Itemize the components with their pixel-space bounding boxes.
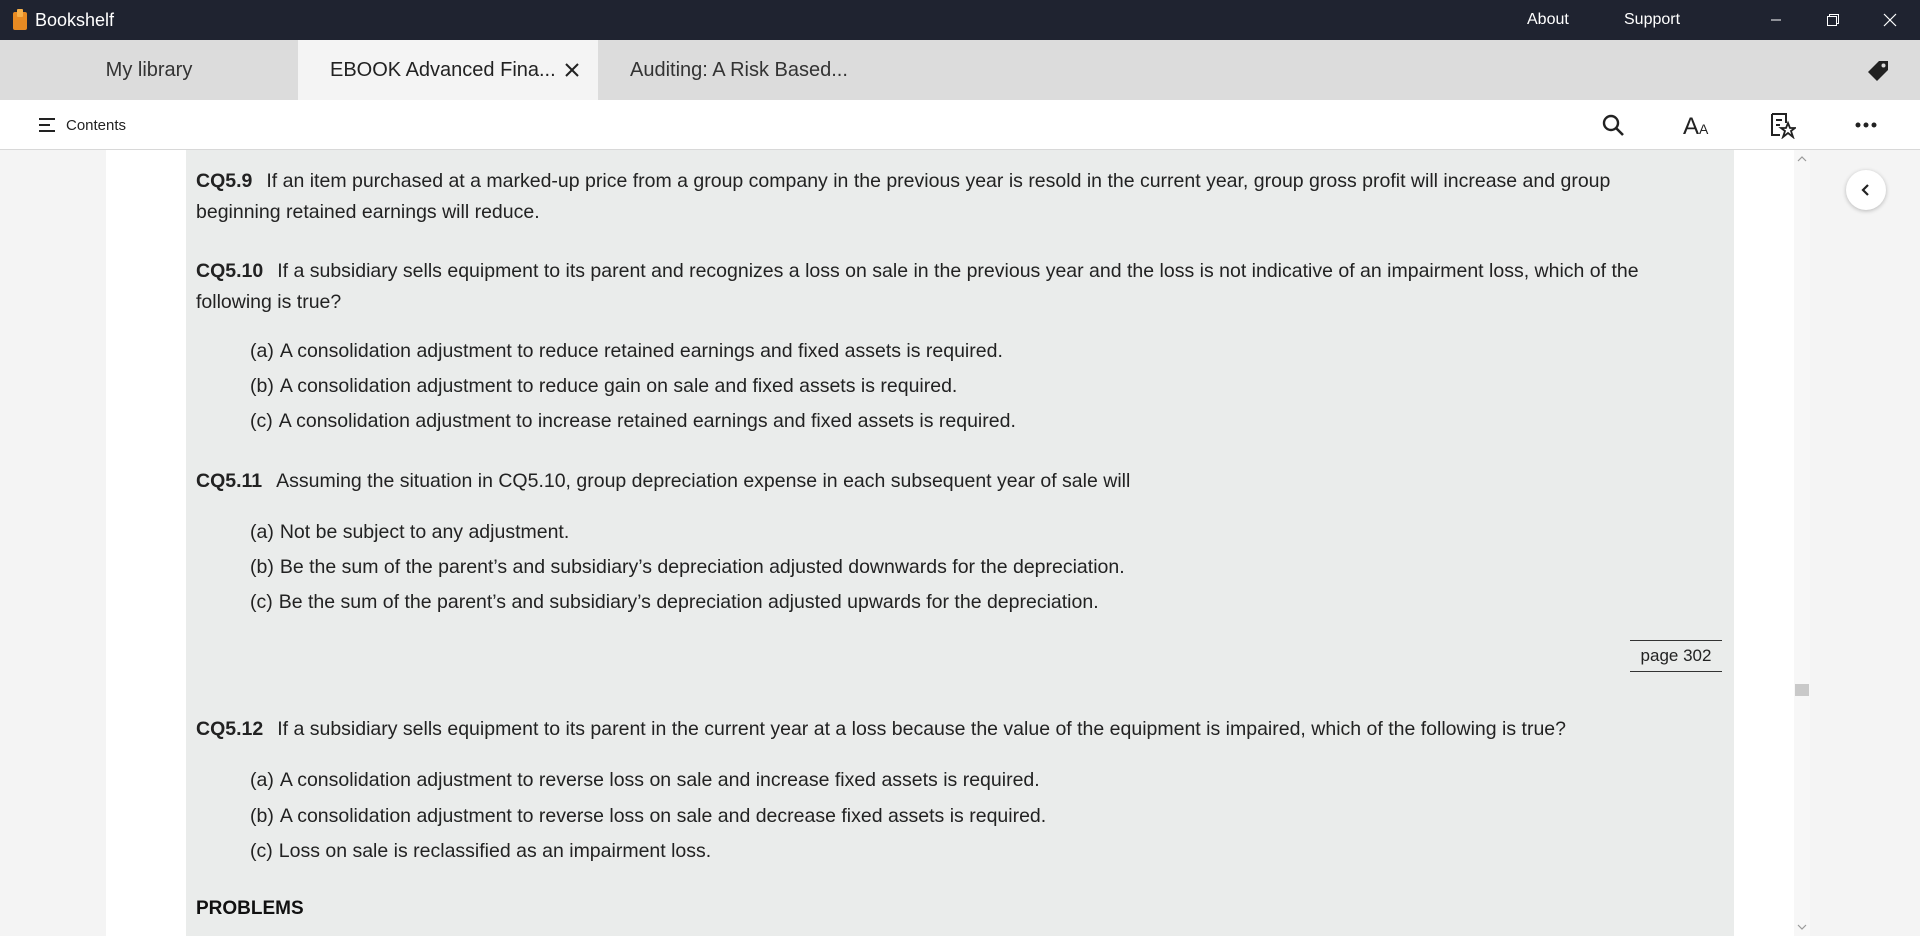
option-a [250, 340, 1003, 363]
question-id: CQ5.11 [196, 470, 263, 492]
scroll-thumb[interactable] [1795, 684, 1809, 696]
restore-icon [1826, 13, 1840, 27]
tag-icon[interactable] [1864, 57, 1892, 85]
reader-area [0, 150, 1920, 936]
option-text: A consolidation adjustment to reverse loss on sale and increase fixed assets is required. [279, 769, 1040, 791]
question-cq5-11 [196, 466, 1696, 497]
question-cq5-9 [196, 166, 1696, 228]
svg-text:A: A [1699, 121, 1709, 137]
option-b [250, 805, 1046, 828]
scroll-down-icon[interactable] [1797, 922, 1807, 932]
minimize-button[interactable] [1748, 0, 1804, 40]
question-text: If an item purchased at a marked-up price from a group company in the previous year is resold in the current year, group gross profit will increase and group beginning retained earnings will reduce. [196, 170, 1611, 223]
font-size-icon [1682, 112, 1712, 138]
question-text: If a subsidiary sells equipment to its parent in the current year at a loss because the value of the equipment is impaired, which of the following is true? [277, 718, 1566, 740]
support-link[interactable]: Support [1624, 11, 1681, 28]
question-text: Assuming the situation in CQ5.10, group depreciation expense in each subsequent year of sale will [276, 470, 1131, 492]
notes-highlights-button[interactable] [1766, 110, 1798, 140]
search-icon [1601, 113, 1625, 137]
restore-button[interactable] [1805, 0, 1861, 40]
close-icon [1883, 13, 1897, 27]
question-cq5-12 [196, 714, 1696, 745]
vertical-scrollbar[interactable] [1794, 150, 1810, 936]
option-c [250, 840, 711, 863]
option-text: Not be subject to any adjustment. [279, 521, 570, 543]
notes-star-icon [1768, 111, 1796, 139]
option-text: A consolidation adjustment to reduce retained earnings and fixed assets is required. [279, 340, 1003, 362]
option-letter: (a) [250, 769, 274, 791]
more-options-button[interactable] [1850, 110, 1882, 140]
svg-text:A: A [1683, 113, 1700, 138]
tab-label: My library [105, 58, 193, 81]
option-letter: (b) [250, 805, 274, 827]
option-text: A consolidation adjustment to increase retained earnings and fixed assets is required. [278, 410, 1016, 432]
option-letter: (a) [250, 521, 274, 543]
app-name: Bookshelf [35, 10, 115, 30]
option-letter: (a) [250, 340, 274, 362]
option-text: Loss on sale is reclassified as an impairment loss. [278, 840, 712, 862]
option-letter: (b) [250, 375, 274, 397]
reader-toolbar [0, 100, 1920, 150]
chevron-left-icon [1860, 183, 1872, 197]
more-icon [1855, 122, 1877, 128]
option-c [250, 591, 1099, 614]
text-size-button[interactable] [1681, 110, 1713, 140]
tab-label: EBOOK Advanced Fina... [330, 58, 556, 81]
option-a [250, 521, 569, 544]
tab-bar [0, 40, 1920, 100]
about-link[interactable]: About [1527, 11, 1569, 28]
option-b [250, 556, 1125, 579]
contents-button[interactable] [38, 112, 126, 138]
option-text: A consolidation adjustment to reverse loss on sale and decrease fixed assets is required. [279, 805, 1047, 827]
tab-close-button[interactable] [560, 58, 584, 82]
question-id: CQ5.9 [196, 170, 253, 192]
bookshelf-logo-icon [12, 9, 28, 31]
option-a [250, 769, 1040, 792]
section-heading: PROBLEMS [196, 898, 304, 919]
side-panel-toggle[interactable] [1846, 170, 1886, 210]
option-text: Be the sum of the parent’s and subsidiary’s depreciation adjusted downwards for the depreciation. [279, 556, 1125, 578]
contents-label: Contents [66, 116, 127, 134]
question-id: CQ5.12 [196, 718, 264, 740]
question-id: CQ5.10 [196, 260, 264, 282]
option-letter: (c) [250, 840, 273, 862]
search-button[interactable] [1597, 110, 1629, 140]
option-b [250, 375, 957, 398]
option-letter: (c) [250, 410, 273, 432]
option-c [250, 410, 1016, 433]
close-icon [565, 63, 579, 77]
close-window-button[interactable] [1862, 0, 1918, 40]
menu-icon [38, 117, 56, 133]
minimize-icon [1770, 14, 1782, 26]
tab-label: Auditing: A Risk Based... [630, 58, 848, 81]
page-number-marker: page 302 [1630, 640, 1722, 672]
tab-auditing[interactable] [598, 40, 898, 100]
option-text: Be the sum of the parent’s and subsidiary’s depreciation adjusted upwards for the depreciation. [278, 591, 1099, 613]
question-cq5-10 [196, 256, 1696, 318]
option-text: A consolidation adjustment to reduce gain on sale and fixed assets is required. [279, 375, 958, 397]
tab-advanced-financial-ebook[interactable] [298, 40, 598, 100]
option-letter: (c) [250, 591, 273, 613]
book-page [186, 150, 1734, 936]
scroll-up-icon[interactable] [1797, 154, 1807, 164]
tab-my-library[interactable] [0, 40, 298, 100]
title-bar [0, 0, 1920, 40]
question-text: If a subsidiary sells equipment to its parent and recognizes a loss on sale in the previous year and the loss is not indicative of an impairment loss, which of the following is true? [196, 260, 1639, 313]
option-letter: (b) [250, 556, 274, 578]
